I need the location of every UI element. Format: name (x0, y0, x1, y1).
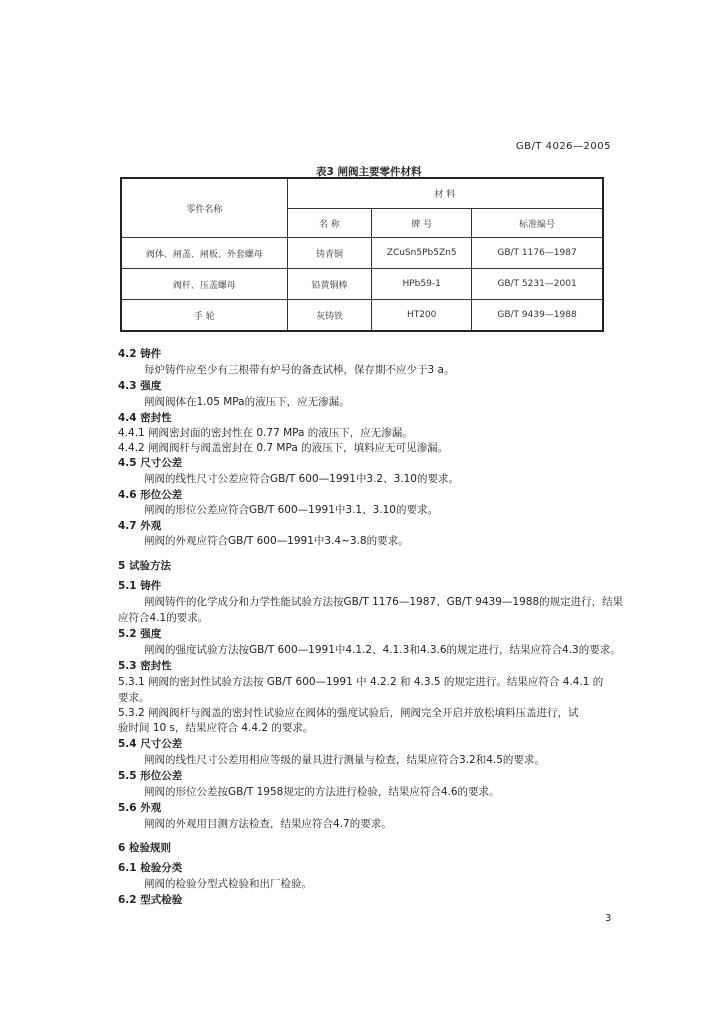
paragraph: 闸阀的线性尺寸公差应符合GB/T 600—1991中3.2、3.10的要求。 (144, 473, 459, 485)
col-material-standard: 标准编号 (472, 209, 603, 238)
paragraph: 应符合4.1的要求。 (118, 612, 209, 624)
cell-name: 灰铸铁 (287, 300, 372, 332)
table-header-row (121, 178, 603, 209)
section-5-6-heading: 5.6 外观 (118, 802, 162, 814)
cell-standard: GB/T 5231—2001 (472, 269, 603, 300)
paragraph: 闸阀铸件的化学成分和力学性能试验方法按GB/T 1176—1987、GB/T 9439—1988的规定进行，结果 (144, 596, 624, 608)
paragraph: 闸阀阀体在1.05 MPa的液压下，应无渗漏。 (144, 396, 350, 408)
page-number: 3 (605, 913, 612, 924)
section-4-2-heading: 4.2 铸件 (118, 348, 162, 360)
paragraph: 每炉铸件应至少有三根带有炉号的备查试棒，保存期不应少于3 a。 (144, 364, 455, 376)
paragraph: 5.3.2 闸阀阀杆与阀盖的密封性试验应在阀体的强度试验后，闸阀完全开启并放松填料压盖进行，试 (118, 707, 579, 719)
paragraph: 闸阀的外观用目测方法检查，结果应符合4.7的要求。 (144, 818, 392, 830)
paragraph: 闸阀的形位公差按GB/T 1958规定的方法进行检验，结果应符合4.6的要求。 (144, 786, 500, 798)
standard-code: GB/T 4026—2005 (515, 141, 611, 152)
section-4-4-heading: 4.4 密封性 (118, 412, 172, 424)
paragraph: 4.4.1 闸阀密封面的密封性在 0.77 MPa 的液压下，应无渗漏。 (118, 427, 413, 439)
paragraph: 5.3.1 闸阀的密封性试验方法按 GB/T 600—1991 中 4.2.2 和 4.3.5 的规定进行。结果应符合 4.4.1 的 (118, 676, 604, 688)
section-4-7-heading: 4.7 外观 (118, 520, 162, 532)
section-6-2-heading: 6.2 型式检验 (118, 894, 183, 906)
section-5-3-heading: 5.3 密封性 (118, 660, 172, 672)
cell-part: 阀杆、压盖螺母 (121, 269, 287, 300)
cell-grade: HT200 (372, 300, 472, 332)
paragraph: 验时间 10 s，结果应符合 4.4.2 的要求。 (118, 722, 314, 734)
paragraph: 闸阀的检验分型式检验和出厂检验。 (144, 878, 312, 890)
cell-name: 铸青铜 (287, 238, 372, 269)
paragraph: 闸阀的线性尺寸公差用相应等级的量具进行测量与检查，结果应符合3.2和4.5的要求。 (144, 754, 545, 766)
table-title: 表3 闸阀主要零件材料 (316, 166, 422, 178)
cell-standard: GB/T 9439—1988 (472, 300, 603, 332)
cell-part: 手 轮 (121, 300, 287, 332)
section-4-3-heading: 4.3 强度 (118, 380, 162, 392)
paragraph: 要求。 (118, 692, 150, 704)
chapter-5-heading: 5 试验方法 (118, 560, 171, 572)
section-6-1-heading: 6.1 检验分类 (118, 862, 183, 874)
chapter-6-heading: 6 检验规则 (118, 842, 171, 854)
cell-grade: ZCuSn5Pb5Zn5 (372, 238, 472, 269)
section-5-1-heading: 5.1 铸件 (118, 580, 162, 592)
table-row (121, 238, 603, 269)
col-part-name: 零件名称 (121, 178, 287, 238)
cell-name: 铅黄铜棒 (287, 269, 372, 300)
paragraph: 闸阀的强度试验方法按GB/T 600—1991中4.1.2、4.1.3和4.3.6的规定进行，结果应符合4.3的要求。 (144, 644, 621, 656)
materials-table (120, 177, 604, 332)
section-4-5-heading: 4.5 尺寸公差 (118, 457, 183, 469)
section-5-2-heading: 5.2 强度 (118, 628, 162, 640)
paragraph: 闸阀的外观应符合GB/T 600—1991中3.4~3.8的要求。 (144, 535, 409, 547)
cell-standard: GB/T 1176—1987 (472, 238, 603, 269)
table-row (121, 300, 603, 332)
table-row (121, 269, 603, 300)
section-5-4-heading: 5.4 尺寸公差 (118, 738, 183, 750)
paragraph: 4.4.2 闸阀阀杆与阀盖密封在 0.7 MPa 的液压下，填料应无可见渗漏。 (118, 442, 449, 454)
cell-grade: HPb59-1 (372, 269, 472, 300)
col-material: 材 料 (287, 178, 603, 209)
section-4-6-heading: 4.6 形位公差 (118, 489, 183, 501)
paragraph: 闸阀的形位公差应符合GB/T 600—1991中3.1、3.10的要求。 (144, 504, 438, 516)
section-5-5-heading: 5.5 形位公差 (118, 770, 183, 782)
col-material-name: 名 称 (287, 209, 372, 238)
cell-part: 阀体、闸盖、闸板、外套螺母 (121, 238, 287, 269)
col-material-grade: 牌 号 (372, 209, 472, 238)
